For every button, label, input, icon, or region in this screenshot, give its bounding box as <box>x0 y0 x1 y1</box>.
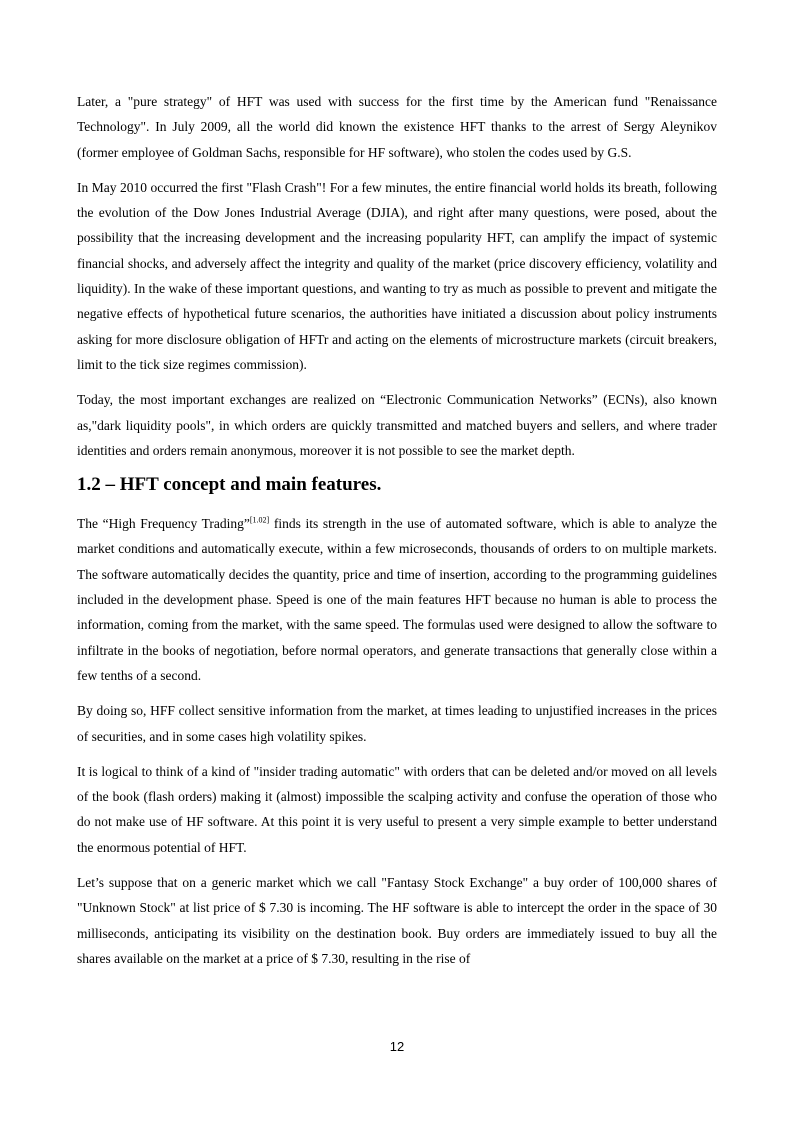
page-number: 12 <box>389 1039 405 1054</box>
paragraph-hft-concept <box>77 511 717 688</box>
document-page <box>77 89 717 981</box>
paragraph-insider-trading: It is logical to think of a kind of "insider trading automatic" with orders that can be deleted and/or moved on all levels of the book (flash orders) making it (almost) impossible the scalping activity and confuse the operation of those who do not make use of HF software. At this point it is very useful to present a very simple example to better understand the enormous potential of HFT. <box>77 763 717 855</box>
paragraph-ecn: Today, the most important exchanges are realized on “Electronic Communication Networks” (ECNs), also known as,"dark liquidity pools", in which orders are quickly transmitted and matched buyers and sellers, and where trader identities and orders remain anonymous, moreover it is not possible to see the market depth. <box>77 392 717 458</box>
citation-reference: [1.02] <box>249 515 270 525</box>
hft-paragraph-body: finds its strength in the use of automated software, which is able to analyze the market conditions and automatically execute, within a few microseconds, thousands of orders to on multiple markets. The software automatically decides the quantity, price and time of insertion, according to the programming guidelines included in the development phase. Speed is one of the main features HFT because no human is able to process the information, coming from the market, with the same speed. The formulas used were designed to allow the software to infiltrate in the books of negotiation, before normal operators, and generate transactions that generally close within a few tenths of a second. <box>77 516 717 683</box>
hft-paragraph-prefix: The “High Frequency Trading” <box>77 516 250 532</box>
paragraph-renaissance: Later, a "pure strategy" of HFT was used with success for the first time by the American fund "Renaissance Technology". In July 2009, all the world did known the existence HFT thanks to the arrest of Sergy Aleynikov (former employee of Goldman Sachs, responsible for HF software), who stolen the codes used by G.S. <box>77 94 717 160</box>
paragraph-flash-crash: In May 2010 occurred the first "Flash Crash"! For a few minutes, the entire financial world holds its breath, following the evolution of the Dow Jones Industrial Average (DJIA), and right after many questions, were posed, about the possibility that the increasing development and the increasing popularity HFT, can amplify the impact of systemic financial shocks, and adversely affect the integrity and quality of the market (price discovery efficiency, volatility and liquidity). In the wake of these important questions, and wanting to try as much as possible to prevent and mitigate the negative effects of hypothetical future scenarios, the authorities have initiated a discussion about policy instruments asking for more disclosure obligation of HFTr and acting on the elements of microstructure markets (circuit breakers, limit to the tick size regimes commission). <box>77 179 717 372</box>
paragraph-sensitive-info: By doing so, HFF collect sensitive information from the market, at times leading to unjustified increases in the prices of securities, and in some cases high volatility spikes. <box>77 703 717 744</box>
paragraph-fantasy-example: Let’s suppose that on a generic market which we call "Fantasy Stock Exchange" a buy order of 100,000 shares of "Unknown Stock" at list price of $ 7.30 is incoming. The HF software is able to intercept the order in the space of 30 milliseconds, anticipating its visibility on the destination book. Buy orders are immediately issued to buy all the shares available on the market at a price of $ 7.30, resulting in the rise of <box>77 875 717 966</box>
section-heading: 1.2 – HFT concept and main features. <box>77 474 382 496</box>
